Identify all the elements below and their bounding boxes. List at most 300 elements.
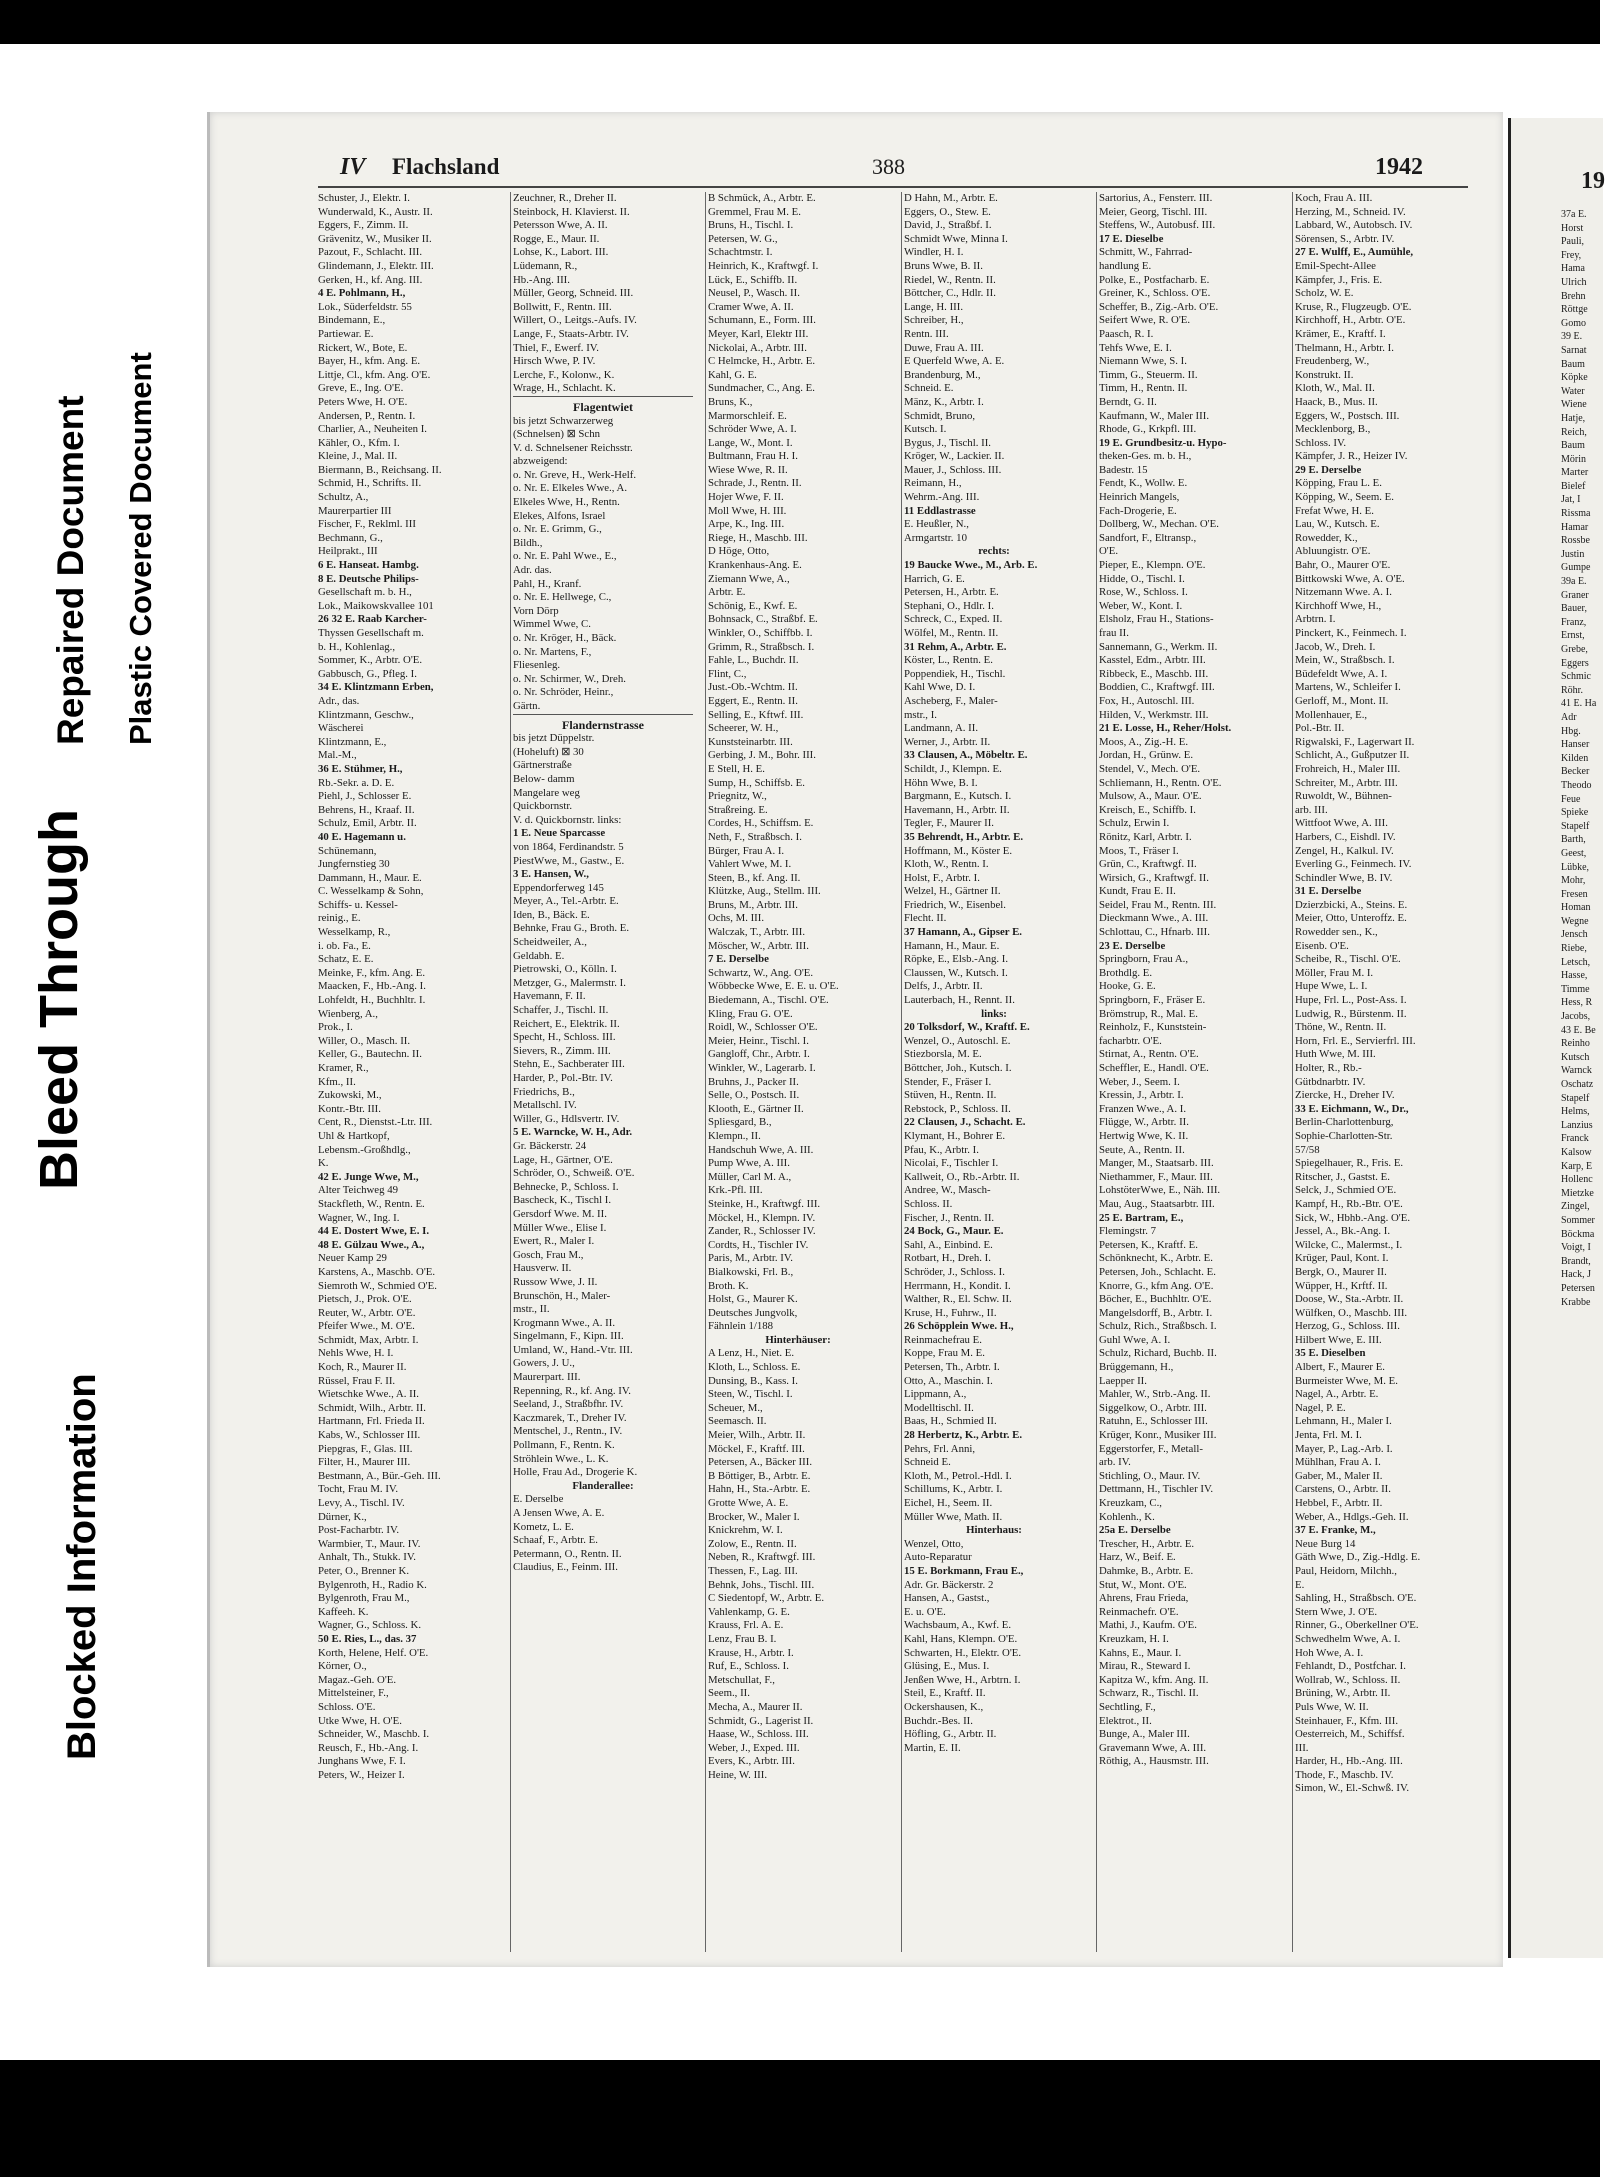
listing-line: Lippmann, A., (904, 1388, 967, 1401)
listing-line: Roidl, W., Schlosser O'E. (708, 1021, 818, 1034)
listing-line: Schmidt Wwe, Minna I. (904, 232, 1008, 245)
listing-line: Thessen, F., Lag. III. (708, 1564, 798, 1577)
listing-line: Pol.-Btr. II. (1295, 722, 1345, 735)
listing-line: Müller, Georg, Schneid. III. (513, 287, 634, 300)
listing-line: 25 E. Bartram, E., (1099, 1211, 1184, 1224)
listing-line: Walther, R., El. Schw. II. (904, 1293, 1012, 1306)
adjacent-line: Kalsow (1561, 1146, 1592, 1158)
listing-line: Harder, P., Pol.-Btr. IV. (513, 1072, 613, 1084)
listing-line: Stern Wwe, J. O'E. (1295, 1605, 1378, 1618)
listing-line: Nitzemann Wwe. A. I. (1295, 586, 1392, 599)
listing-line: Lange, F., Staats-Arbtr. IV. (513, 327, 629, 340)
adjacent-line: Lanzius (1561, 1119, 1593, 1131)
listing-line: Kirchhoff, H., Arbtr. O'E. (1295, 314, 1406, 327)
listing-line: E. Derselbe (513, 1493, 564, 1506)
listing-line: o. Nr. E. Grimm, G., (513, 523, 602, 536)
listing-line: Specht, H., Schloss. III. (513, 1031, 616, 1044)
listing-line: Bohnsack, C., Straßbf. E. (708, 613, 818, 626)
listing-line: Neben, R., Kraftwgf. III. (708, 1551, 816, 1564)
listing-line: Reusch, F., Hb.-Ang. I. (318, 1741, 419, 1754)
listing-line: Stender, F., Fräser I. (904, 1075, 992, 1088)
listing-line: Eggers, W., Postsch. III. (1295, 409, 1400, 422)
adjacent-line: Baum (1561, 440, 1585, 452)
listing-line: Marmorschleif. E. (708, 409, 787, 422)
adjacent-line: Wiene (1561, 399, 1587, 411)
listing-line: Fehlandt, D., Postfchar. I. (1295, 1660, 1406, 1673)
listing-line: Siemroth W., Schmied O'E. (318, 1279, 437, 1292)
listing-line: Sophie-Charlotten-Str. (1295, 1129, 1393, 1142)
listing-line: Kreuzkam, H. I. (1099, 1632, 1169, 1645)
listing-line: Nagel, A., Arbtr. E. (1295, 1388, 1379, 1401)
listing-line: Priegnitz, W., (708, 790, 767, 803)
adjacent-line: Theodo (1561, 779, 1592, 791)
listing-line: Dieckmann Wwe., A. III. (1099, 912, 1209, 925)
listing-line: Bialkowski, Frl. B., (708, 1265, 794, 1278)
listing-line: Kahl, G. E. (708, 368, 757, 381)
listing-line: Pehrs, Frl. Anni, (904, 1442, 976, 1455)
listing-line: Ochs, M. III. (708, 912, 765, 925)
listing-line: Gersdorf Wwe. M. II. (513, 1207, 607, 1220)
listing-line: Riedel, W., Rentn. II. (904, 273, 996, 286)
listing-line: Adr., das. (318, 694, 360, 707)
listing-line: Rb.-Sekr. a. D. E. (318, 776, 395, 789)
listing-line: Schönknecht, K., Arbtr. E. (1099, 1252, 1213, 1265)
adjacent-line: Warnck (1561, 1065, 1592, 1077)
volume-label: IV (340, 154, 366, 180)
listing-line: Sommer, K., Arbtr. O'E. (318, 654, 423, 667)
listing-line: Kirchhoff Wwe, H., (1295, 599, 1382, 612)
listing-line: Mau, Aug., Staatsarbtr. III. (1099, 1197, 1215, 1210)
adjacent-line: 39a E. (1561, 576, 1587, 588)
listing-line: 3 E. Hansen, W., (513, 868, 589, 881)
listing-line: Gosch, Frau M., (513, 1248, 584, 1261)
listing-line: Haack, B., Mus. II. (1295, 395, 1378, 408)
listing-line: Kunststeinarbtr. III. (708, 735, 793, 748)
listing-line: A Lenz, H., Niet. E. (708, 1347, 795, 1360)
listing-line: Lok., Süderfeldstr. 55 (318, 300, 412, 313)
listing-line: Berndt, G. II. (1099, 395, 1157, 408)
listing-line: Köster, L., Rentn. E. (904, 654, 993, 667)
listing-line: Schneid E. (904, 1456, 951, 1469)
listing-line: Steinke, H., Kraftwgf. III. (708, 1197, 821, 1210)
listing-line: Stephani, O., Hdlr. I. (904, 599, 994, 612)
listing-line: Mänz, K., Arbtr. I. (904, 395, 984, 408)
listing-line: Littje, Cl., kfm. Ang. O'E. (318, 368, 431, 381)
adjacent-line: Hess, R (1561, 997, 1593, 1009)
top-black-band (0, 0, 1600, 44)
listing-line: Schmidt, Bruno, (904, 409, 976, 422)
listing-line: Nehls Wwe, H. I. (318, 1347, 394, 1360)
listing-line: Meier, Wilh., Arbtr. II. (708, 1429, 806, 1442)
listing-line: 27 E. Wulff, E., Aumühle, (1295, 246, 1414, 259)
listing-line: Mollenhauer, E., (1295, 708, 1368, 721)
listing-line: Gravemann Wwe, A. III. (1099, 1741, 1207, 1754)
listing-line: Cordes, H., Schiffsm. E. (708, 817, 814, 830)
listing-line: 35 E. Dieselben (1295, 1347, 1366, 1360)
listing-line: Krk.-Pfl. III. (708, 1184, 763, 1197)
adjacent-line: Mohr, (1561, 875, 1586, 887)
listing-line: 21 E. Losse, H., Reher/Holst. (1099, 722, 1232, 735)
listing-line: 33 E. Eichmann, W., Dr., (1295, 1102, 1409, 1115)
listing-line: Krüger, Konr., Musiker III. (1099, 1429, 1217, 1442)
listing-line: Hb.-Ang. III. (513, 273, 570, 286)
listing-line: Petersen, K., Kraftf. E. (1099, 1238, 1198, 1251)
listing-line: Eichel, H., Seem. II. (904, 1497, 993, 1509)
listing-line: Sundmacher, C., Ang. E. (708, 382, 815, 395)
listing-line: arb. III. (1295, 803, 1328, 816)
listing-line: E Stell, H. E. (708, 762, 765, 775)
listing-line: Reinmachefr. O'E. (1099, 1605, 1179, 1618)
listing-line: Ockershausen, K., (904, 1700, 984, 1713)
listing-line: Petersen, H., Arbtr. E. (904, 586, 999, 599)
adjacent-line: Böckma (1561, 1228, 1595, 1240)
listing-line: Schindler Wwe, B. IV. (1295, 871, 1393, 884)
listing-line: Zeuchner, R., Dreher II. (513, 192, 617, 204)
listing-line: Gangloff, Chr., Arbtr. I. (708, 1048, 810, 1061)
listing-line: Pfeifer Wwe., M. O'E. (318, 1320, 415, 1333)
listing-line: Kähler, O., Kfm. I. (318, 436, 400, 449)
listing-line: Tegler, F., Maurer II. (904, 817, 994, 830)
listing-line: O'E. (1099, 545, 1119, 558)
listing-line: Tocht, Frau M. IV. (318, 1483, 399, 1496)
adjacent-line: Hama (1561, 263, 1585, 275)
listing-line: Flagentwiet (513, 396, 693, 415)
listing-line: Gerbing, J. M., Bohr. III. (708, 749, 816, 762)
listing-line: Köpping, Frau L. E. (1295, 477, 1382, 490)
listing-line: Mathi, J., Kaufm. O'E. (1099, 1619, 1197, 1632)
listing-line: Vahlert Wwe, M. I. (708, 858, 792, 871)
listing-line: 22 Clausen, J., Schacht. E. (904, 1116, 1026, 1129)
listing-line: Koch, R., Maurer II. (318, 1361, 407, 1374)
listing-line: Möller, Frau M. I. (1295, 966, 1374, 979)
listing-line: 31 E. Derselbe (1295, 885, 1362, 898)
listing-line: Bechmann, G., (318, 531, 383, 544)
listing-line: Hooke, G. E. (1099, 980, 1156, 993)
listing-line: Rönitz, Karl, Arbtr. I. (1099, 830, 1192, 843)
listing-line: Nagel, P. E. (1295, 1401, 1346, 1414)
listing-line: Wollrab, W., Schloss. II. (1295, 1673, 1401, 1686)
listing-line: Kaffeeh. K. (318, 1605, 369, 1618)
listing-line: Grotte Wwe, A. E. (708, 1497, 789, 1509)
listing-line: Rentn. III. (904, 327, 949, 340)
listing-line: Wesselkamp, R., (318, 926, 391, 939)
listing-line: Dammann, H., Maur. E. (318, 871, 422, 884)
listing-line: Quickbornstr. (513, 800, 573, 813)
listing-line: Frefat Wwe, H. E. (1295, 504, 1374, 517)
adjacent-line: Riebe, (1561, 943, 1587, 955)
listing-line: Scheibe, R., Tischl. O'E. (1295, 953, 1401, 966)
listing-line: Mangelsdorff, B., Arbtr. I. (1099, 1306, 1213, 1319)
listing-line: Simon, W., El.-Schwß. IV. (1295, 1782, 1410, 1795)
listing-line: 23 E. Derselbe (1099, 939, 1166, 952)
listing-line: Klempn., II. (708, 1129, 761, 1142)
listing-line: Mirau, R., Steward I. (1099, 1660, 1191, 1673)
listing-line: Mulsow, A., Maur. O'E. (1099, 790, 1202, 803)
listing-line: Lenz, Frau B. I. (708, 1632, 777, 1645)
listing-line: Peters Wwe, H. O'E. (318, 395, 408, 408)
listing-line: Bahr, O., Maurer O'E. (1295, 559, 1391, 572)
listing-line: Landmann, A. II. (904, 722, 979, 735)
adjacent-line: Rossbe (1561, 535, 1590, 547)
listing-line: Gerken, H., kf. Ang. III. (318, 273, 423, 286)
listing-line: o. Nr. Greve, H., Werk-Helf. (513, 468, 637, 481)
listing-line: Klintzmann, E., (318, 735, 387, 748)
listing-line: Duwe, Frau A. III. (904, 341, 984, 354)
listing-line: Lage, H., Gärtner, O'E. (513, 1153, 613, 1166)
listing-line: Korth, Helene, Helf. O'E. (318, 1646, 429, 1659)
listing-line: Gütbdnarbtr. IV. (1295, 1075, 1366, 1088)
listing-line: Mein, W., Straßbsch. I. (1295, 654, 1395, 667)
listing-line: Schmidt, Max, Arbtr. I. (318, 1333, 419, 1346)
listing-line: Petersen, Joh., Schlacht. E. (1099, 1265, 1216, 1278)
listing-line: Zander, R., Schlosser IV. (708, 1225, 816, 1238)
adjacent-line: Jensch (1561, 929, 1588, 941)
listing-line: Wunderwald, K., Austr. II. (318, 205, 433, 218)
listing-line: Petersson Wwe, A. II. (513, 219, 608, 232)
listing-line: Büdefeldt Wwe, A. I. (1295, 667, 1388, 680)
listing-line: C Helmcke, H., Arbtr. E. (708, 355, 816, 368)
listing-line: mstr., II. (513, 1303, 550, 1316)
listing-line: Trescher, H., Arbtr. E. (1099, 1537, 1195, 1550)
listing-line: Sievers, R., Zimm. III. (513, 1044, 611, 1057)
listing-line: Harder, H., Hb.-Ang. III. (1295, 1755, 1403, 1768)
listing-line: Lehmann, H., Maler I. (1295, 1415, 1392, 1428)
listing-line: Glindemann, J., Elektr. III. (318, 259, 434, 272)
listing-line: Böcher, E., Buchhltr. O'E. (1099, 1293, 1212, 1306)
listing-line: Burmeister Wwe, M. E. (1295, 1374, 1398, 1387)
listing-line: Steen, B., kf. Ang. II. (708, 871, 801, 884)
listing-line: bis jetzt Düppelstr. (513, 732, 595, 745)
listing-line: Krause, H., Arbtr. I. (708, 1646, 794, 1659)
listing-line: Schillums, K., Arbtr. I. (904, 1483, 1003, 1496)
listing-line: Krüger, Paul, Kont. I. (1295, 1252, 1389, 1265)
listing-line: Arpe, K., Ing. III. (708, 518, 785, 531)
adjacent-line: Franz, (1561, 616, 1587, 628)
adjacent-line: Bielef (1561, 480, 1586, 492)
adjacent-page-edge (1508, 118, 1603, 1958)
adjacent-page-number: 19 (1581, 168, 1605, 194)
listing-line: Möckel, H., Klempn. IV. (708, 1211, 816, 1224)
listing-line: Klooth, E., Gärtner II. (708, 1102, 804, 1115)
listing-line: Ziemann Wwe, A., (708, 572, 790, 585)
listing-line: Winkler, W., Lagerarb. I. (708, 1062, 816, 1074)
listing-line: Fahle, L., Buchdr. II. (708, 654, 799, 667)
listing-line: Wietschke Wwe., A. II. (318, 1388, 420, 1401)
adjacent-line: Letsch, (1561, 956, 1591, 968)
listing-line: Scheffler, E., Handl. O'E. (1099, 1062, 1209, 1074)
listing-line: Springborn, Frau A., (1099, 953, 1189, 966)
listing-line: Peters, W., Heizer I. (318, 1768, 405, 1781)
listing-line: Stirnat, A., Rentn. O'E. (1099, 1048, 1199, 1061)
listing-line: Utke Wwe, H. O'E. (318, 1714, 402, 1727)
listing-line: Mecklenborg, B., (1295, 423, 1371, 436)
listing-line: Schünemann, (318, 844, 377, 857)
listing-line: Seeland, J., Straßbfhr. IV. (513, 1398, 624, 1411)
listing-line: Schliemann, H., Rentn. O'E. (1099, 776, 1222, 789)
listing-line: Moll Wwe, H. III. (708, 504, 787, 517)
listing-line: Junghans Wwe, F. I. (318, 1755, 406, 1768)
listing-line: E. Heußler, N., (904, 518, 969, 531)
listing-line: Koch, Frau A. III. (1295, 192, 1373, 204)
listing-line: Meyer, A., Tel.-Arbtr. E. (513, 895, 619, 908)
listing-line: Schwedhelm Wwe, A. I. (1295, 1632, 1401, 1645)
listing-line: Ewert, R., Maler I. (513, 1235, 595, 1248)
listing-line: Glüsing, E., Mus. I. (904, 1660, 990, 1673)
listing-line: Herrmann, H., Kondit. I. (904, 1279, 1011, 1292)
listing-line: Behnecke, P., Schloss. I. (513, 1180, 619, 1193)
listing-line: Dettmann, H., Tischler IV. (1099, 1483, 1214, 1496)
adjacent-line: Helms, (1561, 1106, 1590, 1118)
adjacent-line: 43 E. Be (1561, 1024, 1596, 1036)
listing-line: Brandenburg, M., (904, 368, 981, 381)
listing-line: Hidde, O., Tischl. I. (1099, 572, 1185, 585)
listing-line: Levy, A., Tischl. IV. (318, 1497, 405, 1509)
header-rule (318, 186, 1468, 188)
listing-line: Scholz, W. E. (1295, 287, 1354, 300)
listing-line: Hertwig Wwe, K. II. (1099, 1129, 1189, 1142)
listing-line: Hartmann, Frl. Frieda II. (318, 1415, 425, 1428)
listing-line: 6 E. Hanseat. Hambg. (318, 559, 419, 572)
adjacent-line: Hamar (1561, 521, 1589, 533)
listing-line: 1 E. Neue Sparcasse (513, 827, 606, 840)
listing-line: Pahl, H., Kranf. (513, 577, 582, 590)
listing-line: Wienberg, A., (318, 1007, 378, 1020)
adjacent-line: Lübke, (1561, 861, 1590, 873)
listing-line: Lohse, K., Labort. III. (513, 246, 609, 259)
listing-line: Willert, O., Leitgs.-Aufs. IV. (513, 314, 637, 327)
listing-line: Seute, A., Rentn. II. (1099, 1143, 1185, 1156)
listing-line: Heine, W. III. (708, 1768, 768, 1781)
listing-line: Charlier, A., Neuheiten I. (318, 423, 428, 436)
listing-line: Reinholz, F., Kunststein- (1099, 1021, 1207, 1034)
listing-line: Metzger, G., Malermstr. I. (513, 976, 626, 989)
listing-line: Möckel, F., Kraftf. III. (708, 1442, 805, 1455)
listing-line: theken-Ges. m. b. H., (1099, 450, 1192, 463)
listing-line: Modelltischl. II. (904, 1401, 974, 1414)
listing-line: Freudenberg, W., (1295, 355, 1370, 368)
listing-line: Badestr. 15 (1099, 463, 1148, 476)
adjacent-line: Petersen (1561, 1282, 1595, 1294)
listing-line: Umland, W., Hand.-Vtr. III. (513, 1343, 633, 1356)
listing-line: Gärtn. (513, 699, 541, 712)
listing-line: Eggerstorfer, F., Metall- (1099, 1442, 1203, 1455)
listing-line: Andree, W., Masch- (904, 1184, 991, 1197)
adjacent-line: Justin (1561, 548, 1585, 560)
listing-line: Franzen Wwe., A. I. (1099, 1102, 1187, 1115)
adjacent-line: Timme (1561, 983, 1590, 995)
listing-line: Dunsing, B., Kass. I. (708, 1374, 798, 1387)
listing-line: Harrich, G. E. (904, 572, 965, 585)
listing-line: Kometz, L. E. (513, 1520, 574, 1533)
listing-line: Jessel, A., Bk.-Ang. I. (1295, 1225, 1391, 1238)
adjacent-line: Eggers (1561, 657, 1589, 669)
listing-line: 19 Baucke Wwe., M., Arb. E. (904, 559, 1038, 572)
listing-line: Karstens, A., Maschb. O'E. (318, 1265, 436, 1278)
adjacent-line: Stapelf (1561, 1092, 1590, 1104)
listing-line: Carstens, O., Arbtr. II. (1295, 1483, 1391, 1496)
listing-line: o. Nr. Martens, F., (513, 645, 592, 658)
listing-line: Thode, F., Maschb. IV. (1295, 1768, 1394, 1781)
listing-line: Petermann, O., Rentn. II. (513, 1547, 622, 1560)
listing-line: Hamann, H., Maur. E. (904, 939, 1000, 952)
adjacent-line: 41 E. Ha (1561, 698, 1597, 710)
listing-line: Mecha, A., Maurer II. (708, 1700, 803, 1713)
listing-line: Fendt, K., Wollw. E. (1099, 477, 1188, 490)
listing-line: Müller Wwe., Elise I. (513, 1221, 607, 1234)
listing-line: Ribbeck, E., Maschb. III. (1099, 667, 1209, 680)
listing-line: 50 E. Ries, L., das. 37 (318, 1632, 417, 1645)
listing-line: Greiner, K., Schloss. O'E. (1099, 287, 1211, 300)
listing-line: Elkeles Wwe, H., Rentn. (513, 496, 620, 509)
listing-line: Sahling, H., Straßbsch. O'E. (1295, 1592, 1417, 1605)
adjacent-line: Jacobs, (1561, 1011, 1591, 1023)
listing-line: Weber, A., Hdlgs.-Geh. II. (1295, 1510, 1409, 1523)
listing-line: 24 Bock, G., Maur. E. (904, 1225, 1004, 1238)
column-3 (708, 192, 888, 1952)
year-label: 1942 (1375, 154, 1423, 180)
listing-line: Hahn, H., Sta.-Arbtr. E. (708, 1483, 811, 1496)
label-bleed-through: Bleed Through (29, 809, 89, 1190)
listing-line: Hansen, A., Gastst., (904, 1592, 990, 1605)
adjacent-line: Röttge (1561, 304, 1588, 316)
listing-line: Schulz, Rich., Straßbsch. I. (1099, 1320, 1217, 1333)
listing-line: Elekes, Alfons, Israel (513, 509, 606, 522)
listing-line: Wirsich, G., Kraftwgf. II. (1099, 871, 1209, 884)
adjacent-line: Krabbe (1561, 1296, 1591, 1308)
listing-line: Windler, H. I. (904, 246, 964, 259)
listing-line: Bascheck, K., Tischl I. (513, 1194, 612, 1207)
listing-line: Flügge, W., Arbtr. II. (1099, 1116, 1189, 1129)
listing-line: Hupe Wwe, L. I. (1295, 980, 1368, 993)
listing-line: Iden, B., Bäck. E. (513, 908, 590, 921)
listing-line: Steen, W., Tischl. I. (708, 1388, 793, 1401)
adjacent-line: Horst (1561, 222, 1584, 234)
listing-line: Fischer, F., Reklml. III (318, 518, 416, 531)
listing-line: Schrade, J., Rentn. II. (708, 477, 802, 490)
listing-line: Schulz, Emil, Arbtr. II. (318, 817, 417, 830)
listing-line: Frohreich, H., Maler III. (1295, 762, 1401, 775)
column-6 (1295, 192, 1475, 1952)
adjacent-line: Hollenc (1561, 1174, 1593, 1186)
listing-line: reinig., E. (318, 912, 361, 925)
listing-line: Schreiter, M., Arbtr. III. (1295, 776, 1398, 789)
listing-line: Seemasch. II. (708, 1415, 767, 1428)
listing-line: Berlin-Charlottenburg, (1295, 1116, 1394, 1129)
listing-line: Jenßen Wwe, H., Arbtrn. I. (904, 1673, 1021, 1686)
listing-line: Lange, W., Mont. I. (708, 436, 793, 449)
listing-line: Niethammer, F., Maur. III. (1099, 1170, 1213, 1183)
listing-line: Auto-Reparatur (904, 1551, 972, 1564)
listing-line: Gaber, M., Maler II. (1295, 1469, 1383, 1482)
listing-line: Nicolai, F., Tischler I. (904, 1157, 999, 1170)
listing-line: Kaufmann, W., Maler III. (1099, 409, 1210, 422)
listing-line: Harbers, C., Eishdl. IV. (1295, 830, 1396, 843)
adjacent-line: Sommer (1561, 1214, 1595, 1226)
listing-line: Mauer, J., Schloss. III. (904, 463, 1002, 476)
listing-line: Sump, H., Schiffsb. E. (708, 776, 805, 789)
listing-line: Grün, C., Kraftwgf. II. (1099, 858, 1197, 871)
listing-line: Köpping, W., Seem. E. (1295, 491, 1394, 504)
listing-line: Hinterhäuser: (765, 1333, 831, 1346)
listing-columns (318, 192, 1468, 1952)
listing-line: Wagner, W., Ing. I. (318, 1211, 400, 1224)
adjacent-line: Hasse, (1561, 970, 1588, 982)
listing-line: Schmidt, G., Lagerist II. (708, 1714, 814, 1727)
listing-line: Schreck, C., Exped. II. (904, 613, 1003, 626)
listing-line: Kämpfer, J. R., Heizer IV. (1295, 450, 1408, 463)
listing-line: Riege, H., Maschb. III. (708, 531, 808, 544)
listing-line: 20 Tolksdorf, W., Kraftf. E. (904, 1021, 1030, 1034)
